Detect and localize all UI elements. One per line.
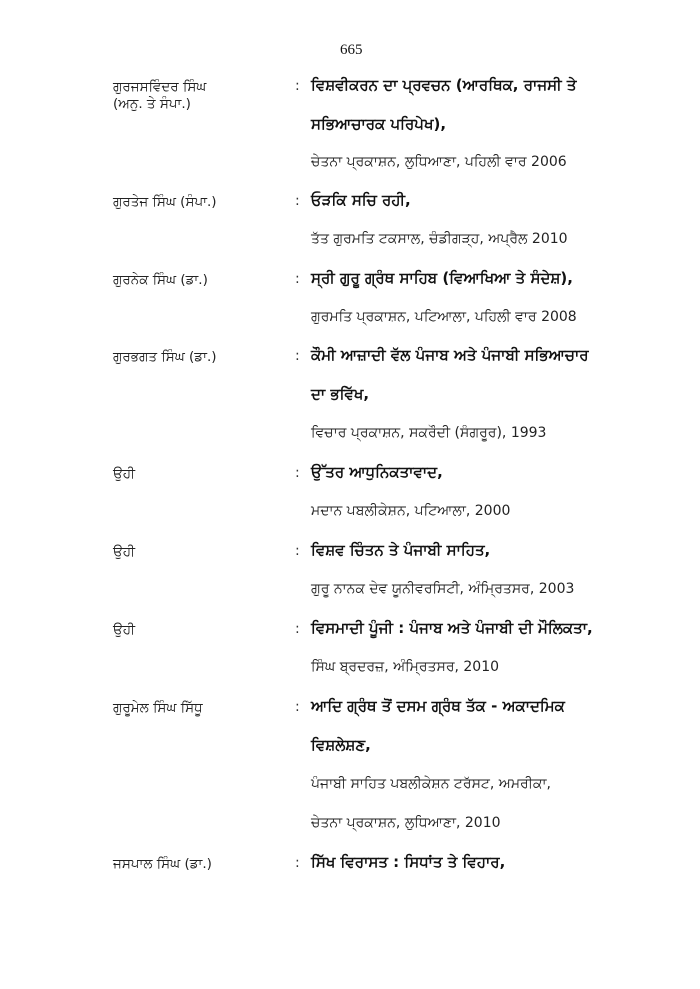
book-title: ਵਿਸ਼ਵ ਚਿੰਤਨ ਤੇ ਪੰਜਾਬੀ ਸਾਹਿਤ, xyxy=(311,541,491,559)
book-title: ਆਦਿ ਗ੍ਰੰਥ ਤੋਂ ਦਸਮ ਗ੍ਰੰਥ ਤੱਕ - ਅਕਾਦਮਿਕ xyxy=(311,697,565,715)
book-title: ਸ੍ਰੀ ਗੁਰੂ ਗ੍ਰੰਥ ਸਾਹਿਬ (ਵਿਆਖਿਆ ਤੇ ਸੰਦੇਸ਼), xyxy=(311,269,573,287)
publisher: ਪੰਜਾਬੀ ਸਾਹਿਤ ਪਬਲੀਕੇਸ਼ਨ ਟਰੱਸਟ, ਅਮਰੀਕਾ, xyxy=(311,776,551,792)
book-title: ਕੌਮੀ ਆਜ਼ਾਦੀ ਵੱਲ ਪੰਜਾਬ ਅਤੇ ਪੰਜਾਬੀ ਸਭਿਆਚਾਰ xyxy=(311,346,589,364)
publisher: ਗੁਰਮਤਿ ਪ੍ਰਕਾਸ਼ਨ, ਪਟਿਆਲਾ, ਪਹਿਲੀ ਵਾਰ 2008 xyxy=(311,309,577,325)
page-number-text: 665 xyxy=(340,42,363,58)
author: ਗੁਰੂਮੇਲ ਸਿੰਘ ਸਿੱਧੂ xyxy=(113,700,203,716)
book-title: ਵਿਸ਼ਲੇਸ਼ਣ, xyxy=(311,736,371,754)
separator: : xyxy=(295,348,300,364)
author: ਉਹੀ xyxy=(113,622,136,638)
author: ਗੁਰਤੇਜ ਸਿੰਘ (ਸੰਪਾ.) xyxy=(113,194,217,210)
publisher: ਗੁਰੂ ਨਾਨਕ ਦੇਵ ਯੂਨੀਵਰਸਿਟੀ, ਅੰਮ੍ਰਿਤਸਰ, 2003 xyxy=(311,581,575,597)
book-title: ਵਿਸਮਾਦੀ ਪੂੰਜੀ : ਪੰਜਾਬ ਅਤੇ ਪੰਜਾਬੀ ਦੀ ਮੌਲਿਕਤਾ, xyxy=(311,619,593,637)
book-title: ਉੱਤਰ ਆਧੁਨਿਕਤਾਵਾਦ, xyxy=(311,463,443,481)
author-note: (ਅਨੁ. ਤੇ ਸੰਪਾ.) xyxy=(113,96,191,112)
author: ਗੁਰਭਗਤ ਸਿੰਘ (ਡਾ.) xyxy=(113,349,217,365)
publisher: ਵਿਚਾਰ ਪ੍ਰਕਾਸ਼ਨ, ਸਕਰੌਦੀ (ਸੰਗਰੂਰ), 1993 xyxy=(311,425,547,441)
publisher: ਮਦਾਨ ਪਬਲੀਕੇਸ਼ਨ, ਪਟਿਆਲਾ, 2000 xyxy=(311,503,511,519)
author: ਗੁਰਨੇਕ ਸਿੰਘ (ਡਾ.) xyxy=(113,272,208,288)
author: ਉਹੀ xyxy=(113,544,136,560)
author: ਉਹੀ xyxy=(113,466,136,482)
publisher: ਤੱਤ ਗੁਰਮਤਿ ਟਕਸਾਲ, ਚੰਡੀਗੜ੍ਹ, ਅਪ੍ਰੈਲ 2010 xyxy=(311,231,568,247)
book-title: ਦਾ ਭਵਿੱਖ, xyxy=(311,385,370,403)
separator: : xyxy=(295,271,300,287)
author: ਗੁਰਜਸਵਿੰਦਰ ਸਿੰਘ xyxy=(113,79,207,95)
separator: : xyxy=(295,621,300,637)
book-title: ਸਿੱਖ ਵਿਰਾਸਤ : ਸਿਧਾਂਤ ਤੇ ਵਿਹਾਰ, xyxy=(311,853,506,871)
book-title: ਵਿਸ਼ਵੀਕਰਨ ਦਾ ਪ੍ਰਵਚਨ (ਆਰਥਿਕ, ਰਾਜਸੀ ਤੇ xyxy=(311,76,577,94)
separator: : xyxy=(295,78,300,94)
separator: : xyxy=(295,855,300,871)
publisher: ਸਿੰਘ ਬ੍ਰਦਰਜ਼, ਅੰਮ੍ਰਿਤਸਰ, 2010 xyxy=(311,659,500,675)
separator: : xyxy=(295,699,300,715)
separator: : xyxy=(295,465,300,481)
publisher: ਚੇਤਨਾ ਪ੍ਰਕਾਸ਼ਨ, ਲੁਧਿਆਣਾ, 2010 xyxy=(311,815,501,831)
separator: : xyxy=(295,193,300,209)
separator: : xyxy=(295,543,300,559)
book-title: ਸਭਿਆਚਾਰਕ ਪਰਿਪੇਖ), xyxy=(311,115,447,133)
author: ਜਸਪਾਲ ਸਿੰਘ (ਡਾ.) xyxy=(113,856,212,872)
publisher: ਚੇਤਨਾ ਪ੍ਰਕਾਸ਼ਨ, ਲੁਧਿਆਣਾ, ਪਹਿਲੀ ਵਾਰ 2006 xyxy=(311,154,567,170)
book-title: ਓੜਕਿ ਸਚਿ ਰਹੀ, xyxy=(311,191,411,209)
